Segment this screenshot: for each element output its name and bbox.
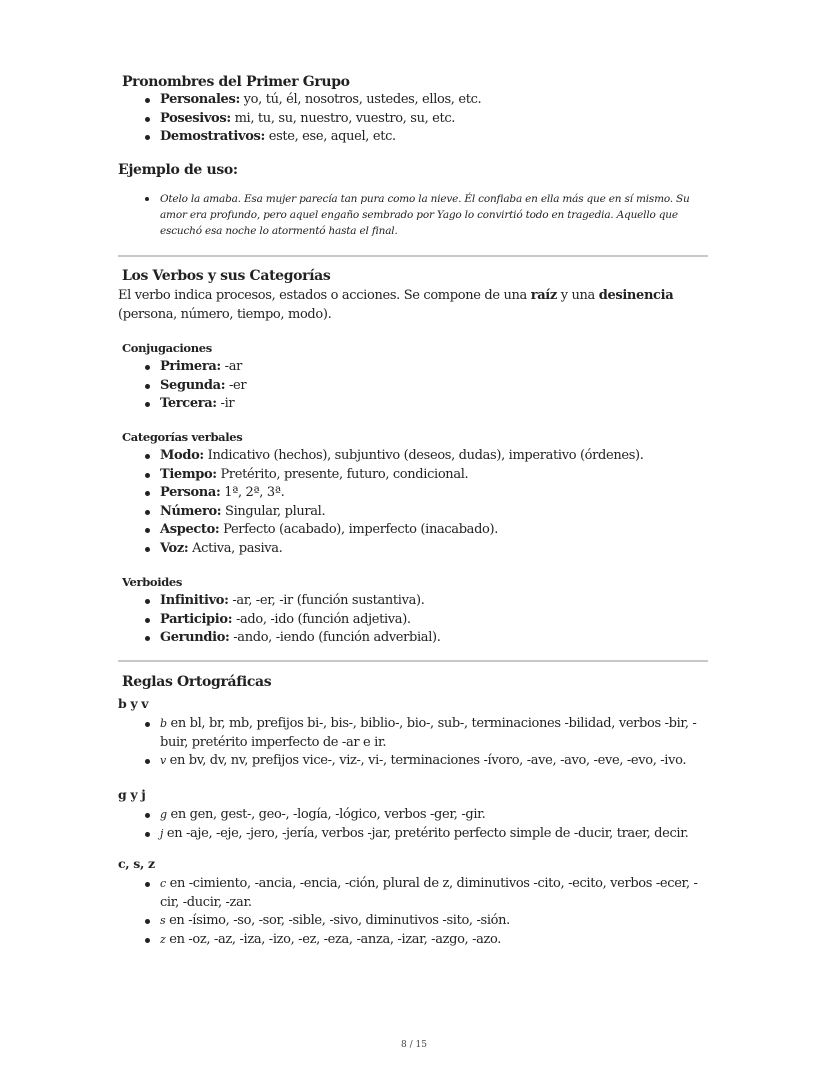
- list-item: [160, 358, 710, 377]
- categorias-section: [118, 429, 710, 558]
- subheading: Conjugaciones: [122, 341, 212, 355]
- rule-letter: g: [160, 808, 167, 821]
- subheading: Categorías verbales: [122, 430, 243, 444]
- item-text: 1ª, 2ª, 3ª.: [220, 485, 285, 500]
- rule-letter: b: [160, 717, 167, 730]
- list-item: [160, 629, 710, 648]
- intro-text: y una: [556, 288, 599, 303]
- intro-text: El verbo indica procesos, estados o acciones. Se compone de una: [118, 288, 531, 303]
- item-label: Aspecto:: [160, 522, 220, 537]
- list-item: [160, 395, 710, 414]
- item-text: -ado, -ido (función adjetiva).: [232, 611, 411, 627]
- list-item: [160, 91, 710, 110]
- categorias-list: [118, 447, 710, 558]
- rule-letter: s: [160, 914, 166, 927]
- item-label: Voz:: [160, 540, 189, 556]
- page-number: 8 / 15: [401, 1040, 427, 1050]
- item-text: Perfecto (acabado), imperfecto (inacabado).: [219, 522, 499, 537]
- list-item: [160, 466, 710, 485]
- item-text: -ar, -er, -ir (función sustantiva).: [228, 593, 425, 608]
- verboides-list: [118, 592, 710, 648]
- verboides-section: [118, 574, 710, 648]
- section-heading: Los Verbos y sus Categorías: [122, 268, 331, 284]
- rule-group-csz: [118, 856, 710, 949]
- section-divider: [118, 255, 708, 257]
- item-label: Número:: [160, 503, 222, 519]
- list-item: [160, 503, 710, 522]
- item-text: mi, tu, su, nuestro, vuestro, su, etc.: [230, 110, 456, 126]
- conjugaciones-list: [118, 358, 710, 414]
- list-item: [160, 715, 710, 752]
- list-item: [160, 611, 710, 630]
- list-item: [160, 752, 710, 771]
- item-label: Personales:: [160, 92, 240, 107]
- item-text: en gen, gest-, geo-, -logía, -lógico, verbos -ger, -gir.: [166, 807, 486, 822]
- rule-group-gyj: [118, 787, 710, 843]
- section-heading: Pronombres del Primer Grupo: [122, 74, 350, 90]
- verbos-section: [118, 267, 710, 324]
- item-label: Infinitivo:: [160, 593, 229, 608]
- list-item: [160, 110, 710, 129]
- rule-list: [118, 875, 710, 949]
- item-text: en -ísimo, -so, -sor, -sible, -sivo, diminutivos -sito, -sión.: [165, 913, 510, 928]
- reglas-section: [118, 673, 710, 691]
- pronombres-section: [118, 73, 710, 147]
- item-label: Tercera:: [160, 396, 217, 411]
- item-label: Primera:: [160, 359, 221, 374]
- list-item: [160, 484, 710, 503]
- list-item: [160, 806, 710, 825]
- verbos-intro: [118, 286, 710, 324]
- item-label: Segunda:: [160, 377, 226, 393]
- item-text: este, ese, aquel, etc.: [264, 129, 396, 144]
- list-item: [160, 825, 710, 844]
- rule-list: [118, 806, 710, 843]
- intro-text: (persona, número, tiempo, modo).: [118, 307, 332, 322]
- group-heading: b y v: [118, 696, 149, 711]
- intro-bold: desinencia: [598, 288, 674, 303]
- item-label: Participio:: [160, 611, 233, 627]
- rule-letter: v: [160, 754, 166, 767]
- example-list: [118, 191, 710, 239]
- item-text: en bv, dv, nv, prefijos vice-, viz-, vi-, terminaciones -ívoro, -ave, -avo, -eve, -evo, -ivo.: [165, 753, 687, 768]
- item-label: Tiempo:: [160, 466, 217, 482]
- item-text: -ando, -iendo (función adverbial).: [229, 630, 441, 645]
- list-item: [160, 540, 710, 559]
- list-item: [160, 521, 710, 540]
- item-text: Singular, plural.: [221, 503, 326, 519]
- list-item: [160, 377, 710, 396]
- item-text: en -cimiento, -ancia, -encia, -ción, plural de z, diminutivos -cito, -ecito, verbos -ecer, -cir, -ducir, -zar.: [160, 876, 698, 910]
- list-item: [160, 592, 710, 611]
- item-text: en -aje, -eje, -jero, -jería, verbos -jar, pretérito perfecto simple de -ducir, traer, decir.: [163, 825, 689, 841]
- item-text: Indicativo (hechos), subjuntivo (deseos, dudas), imperativo (órdenes).: [203, 448, 644, 463]
- item-label: Modo:: [160, 448, 204, 463]
- list-item: [160, 912, 710, 931]
- item-text: Pretérito, presente, futuro, condicional.: [216, 466, 469, 482]
- group-heading: g y j: [118, 787, 146, 802]
- rule-letter: z: [160, 932, 166, 946]
- item-label: Demostrativos:: [160, 129, 265, 144]
- item-label: Gerundio:: [160, 630, 230, 645]
- section-divider: [118, 660, 708, 662]
- item-text: -er: [225, 377, 247, 393]
- list-item: [160, 875, 710, 912]
- item-label: Persona:: [160, 485, 221, 500]
- list-item: [160, 128, 710, 147]
- item-text: yo, tú, él, nosotros, ustedes, ellos, etc.: [239, 92, 482, 107]
- item-text: -ir: [216, 396, 235, 411]
- pronombres-list: [118, 91, 710, 147]
- rule-list: [118, 715, 710, 771]
- item-text: Activa, pasiva.: [188, 540, 283, 556]
- list-item: [160, 447, 710, 466]
- section-heading: Reglas Ortográficas: [122, 674, 272, 690]
- item-text: en -oz, -az, -iza, -izo, -ez, -eza, -anza, -izar, -azgo, -azo.: [165, 931, 502, 947]
- item-text: en bl, br, mb, prefijos bi-, bis-, biblio-, bio-, sub-, terminaciones -bilidad, verbos -bir, -buir, pretérito imperfecto de -ar e ir.: [160, 716, 697, 750]
- rule-letter: j: [160, 826, 164, 840]
- list-item: [160, 931, 710, 950]
- rule-group-byv: [118, 696, 710, 771]
- conjugaciones-section: [118, 340, 710, 414]
- item-text: -ar: [220, 359, 242, 374]
- example-quote: Otelo la amaba. Esa mujer parecía tan pura como la nieve. Él confiaba en ella más que en sí mismo. Su amor era profundo, pero aquel engaño sembrado por Yago lo convirtió todo en tragedia. Aquello que escuchó esa noche lo atormentó hasta el final.: [160, 191, 710, 239]
- rule-letter: c: [160, 877, 166, 890]
- intro-bold: raíz: [530, 288, 557, 303]
- example-heading: Ejemplo de uso:: [118, 162, 238, 178]
- subheading: Verboides: [122, 575, 183, 589]
- ejemplo-section: [118, 161, 710, 239]
- item-label: Posesivos:: [160, 110, 231, 126]
- group-heading: c, s, z: [118, 856, 155, 871]
